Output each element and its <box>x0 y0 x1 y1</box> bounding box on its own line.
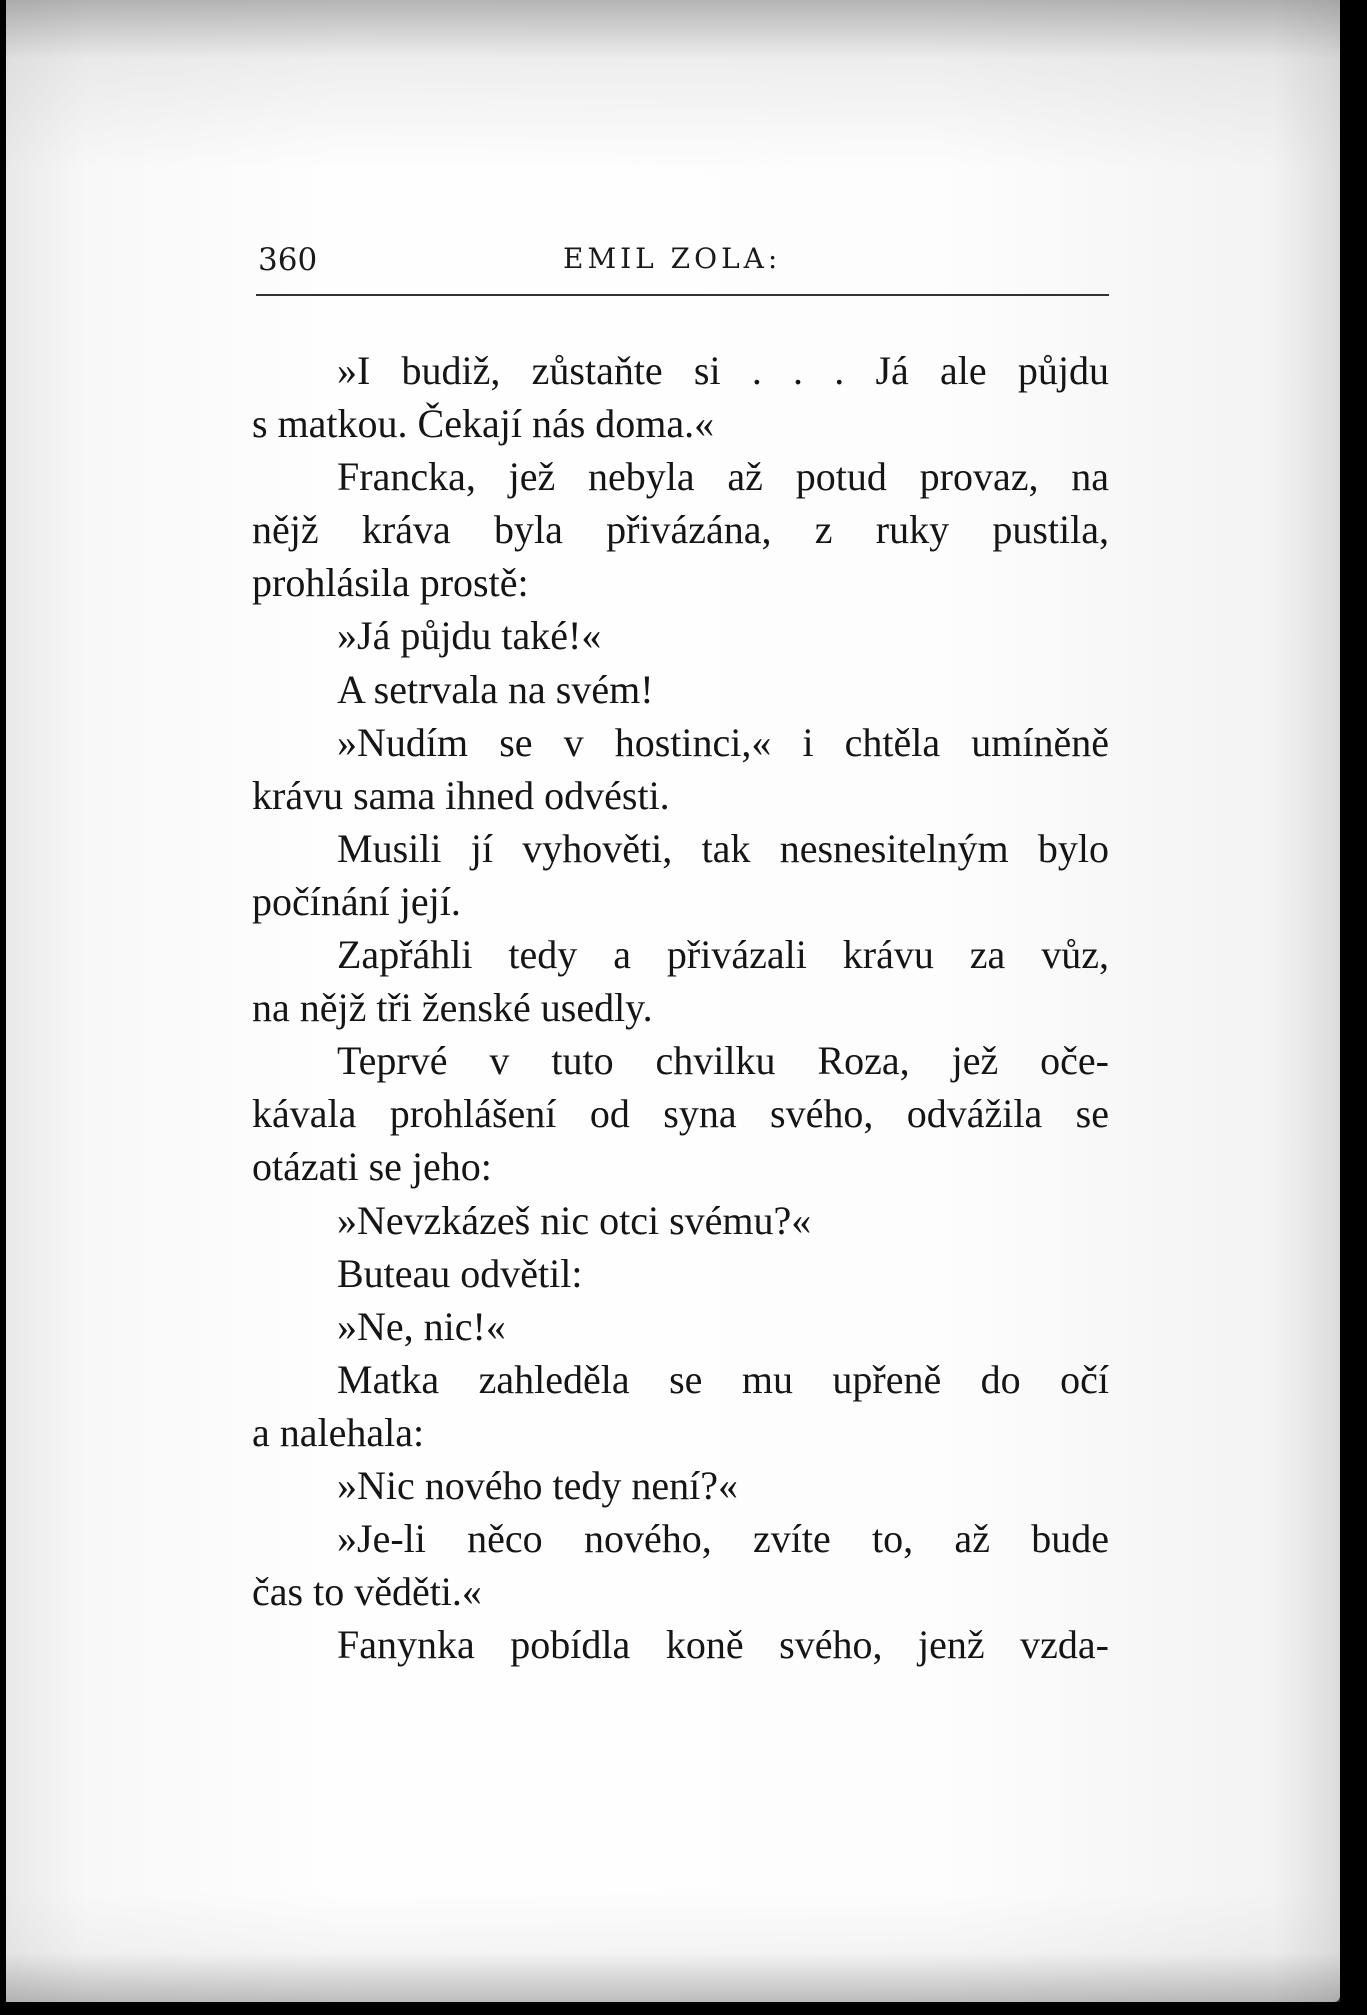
page-bottom-shading <box>6 1892 1340 2002</box>
text-line: kávala prohlášení od syna svého, odvážila se <box>252 1091 1109 1137</box>
text-line: Fanynka pobídla koně svého, jenž vzda- <box>337 1622 1109 1668</box>
text-line: »Já půjdu také!« <box>337 613 602 659</box>
text-line: s matkou. Čekají nás doma.« <box>252 401 715 447</box>
text-line: Zapřáhli tedy a přivázali krávu za vůz, <box>337 932 1109 978</box>
text-line: Buteau odvětil: <box>337 1250 583 1296</box>
text-line: »Nevzkázeš nic otci svému?« <box>337 1197 812 1243</box>
text-line: a nalehala: <box>252 1409 425 1455</box>
text-line: čas to věděti.« <box>252 1569 482 1615</box>
body-text <box>252 344 1109 1671</box>
text-line: Musili jí vyhověti, tak nesnesitelným bylo <box>337 825 1109 871</box>
text-line: Matka zahleděla se mu upřeně do očí <box>337 1356 1109 1402</box>
text-line: »I budiž, zůstaňte si . . . Já ale půjdu <box>337 348 1109 393</box>
text-line: A setrvala na svém! <box>337 666 654 712</box>
text-line: na nějž tři ženské usedly. <box>252 985 653 1031</box>
scan-right-border <box>1340 0 1367 2015</box>
text-line: počínání její. <box>252 878 461 924</box>
text-line: krávu sama ihned odvésti. <box>252 772 670 818</box>
page-number: 360 <box>258 242 318 278</box>
text-line: »Je-li něco nového, zvíte to, až bude <box>337 1516 1109 1562</box>
text-line: prohlásila prostě: <box>252 560 529 606</box>
text-line: »Nic nového tedy není?« <box>337 1462 738 1508</box>
running-title: EMIL ZOLA: <box>563 242 782 275</box>
text-line: Francka, jež nebyla až potud provaz, na <box>337 454 1109 500</box>
page-top-shading <box>6 0 1340 170</box>
header-rule <box>256 294 1109 296</box>
running-header <box>258 238 1111 288</box>
text-line: nějž kráva byla přivázána, z ruky pustila, <box>252 507 1109 553</box>
text-line: otázati se jeho: <box>252 1144 492 1190</box>
text-line: Teprvé v tuto chvilku Roza, jež oče- <box>337 1038 1109 1084</box>
text-line: »Nudím se v hostinci,« i chtěla umíněně <box>337 719 1109 765</box>
text-line: »Ne, nic!« <box>337 1303 506 1349</box>
